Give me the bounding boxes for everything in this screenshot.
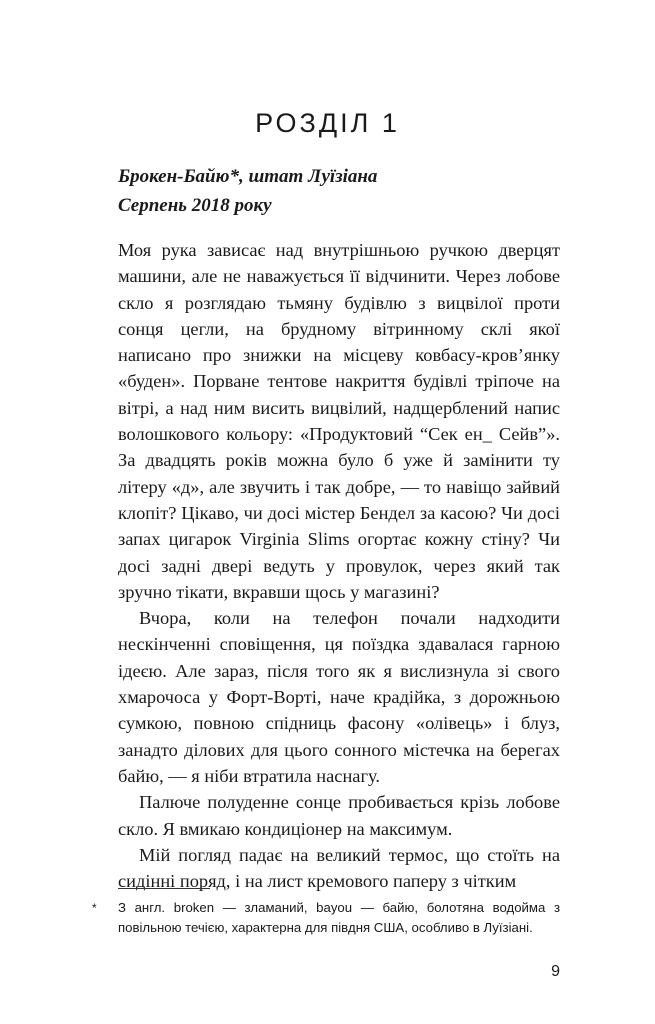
paragraph-2: Вчора, коли на телефон почали надходити нескінченні сповіщення, ця поїздка здавалася гарною ідеєю. Але зараз, після того як я вислизнула зі свого хмарочоса у Форт-Ворті, наче крадійка, з дорожньою сумкою, повною спідниць фасону «олівець» і блуз, занадто ділових для цього сонного містечка на берегах байю, — я ніби втратила наснагу. bbox=[118, 608, 560, 786]
paragraph-1: Моя рука зависає над внутрішньою ручкою дверцят машини, але не наважується її відчинити. Через лобове скло я розглядаю тьмяну будівлю з вицвілої проти сонця цегли, на брудному вітринному склі якої написано про знижки на місцеву ковбасу-кров’янку «буден». Порване тентове накриття будівлі тріпоче на вітрі, а над ним висить вицвілий, надщерблений напис волошкового кольору: «Продуктовий “Сек ен_ Сейв”». За двадцять років можна було б уже й замінити ту літеру «д», але звучить і так добре, — то навіщо зайвий клопіт? Цікаво, чи досі містер Бендел за касою? Чи досі запах цигарок Virginia Slims огортає кожну стіну? Чи досі задні двері ведуть у провулок, через який так зручно тікати, вкравши щось у магазині? bbox=[118, 240, 560, 602]
chapter-subtitle bbox=[118, 162, 558, 220]
subtitle-date: Серпень 2018 року bbox=[118, 195, 272, 216]
subtitle-location: Брокен-Байю*, штат Луїзіана bbox=[118, 166, 378, 187]
footnote-marker: * bbox=[92, 901, 97, 915]
footnote bbox=[92, 898, 560, 938]
body-text bbox=[118, 237, 560, 894]
paragraph-3: Палюче полуденне сонце пробивається крізь лобове скло. Я вмикаю кондиціонер на максимум. bbox=[118, 792, 560, 839]
chapter-title: РОЗДІЛ 1 bbox=[255, 108, 400, 138]
footnote-divider bbox=[118, 888, 210, 889]
footnote-text: З англ. broken — зламаний, bayou — байю, болотяна водойма з повільною течією, характерна для півдня США, особливо в Луїзіані. bbox=[118, 900, 560, 935]
paragraph-4: Мій погляд падає на великий термос, що стоїть на сидінні поряд, і на лист кремового паперу з чітким bbox=[118, 844, 560, 892]
page-number: 9 bbox=[551, 963, 560, 980]
